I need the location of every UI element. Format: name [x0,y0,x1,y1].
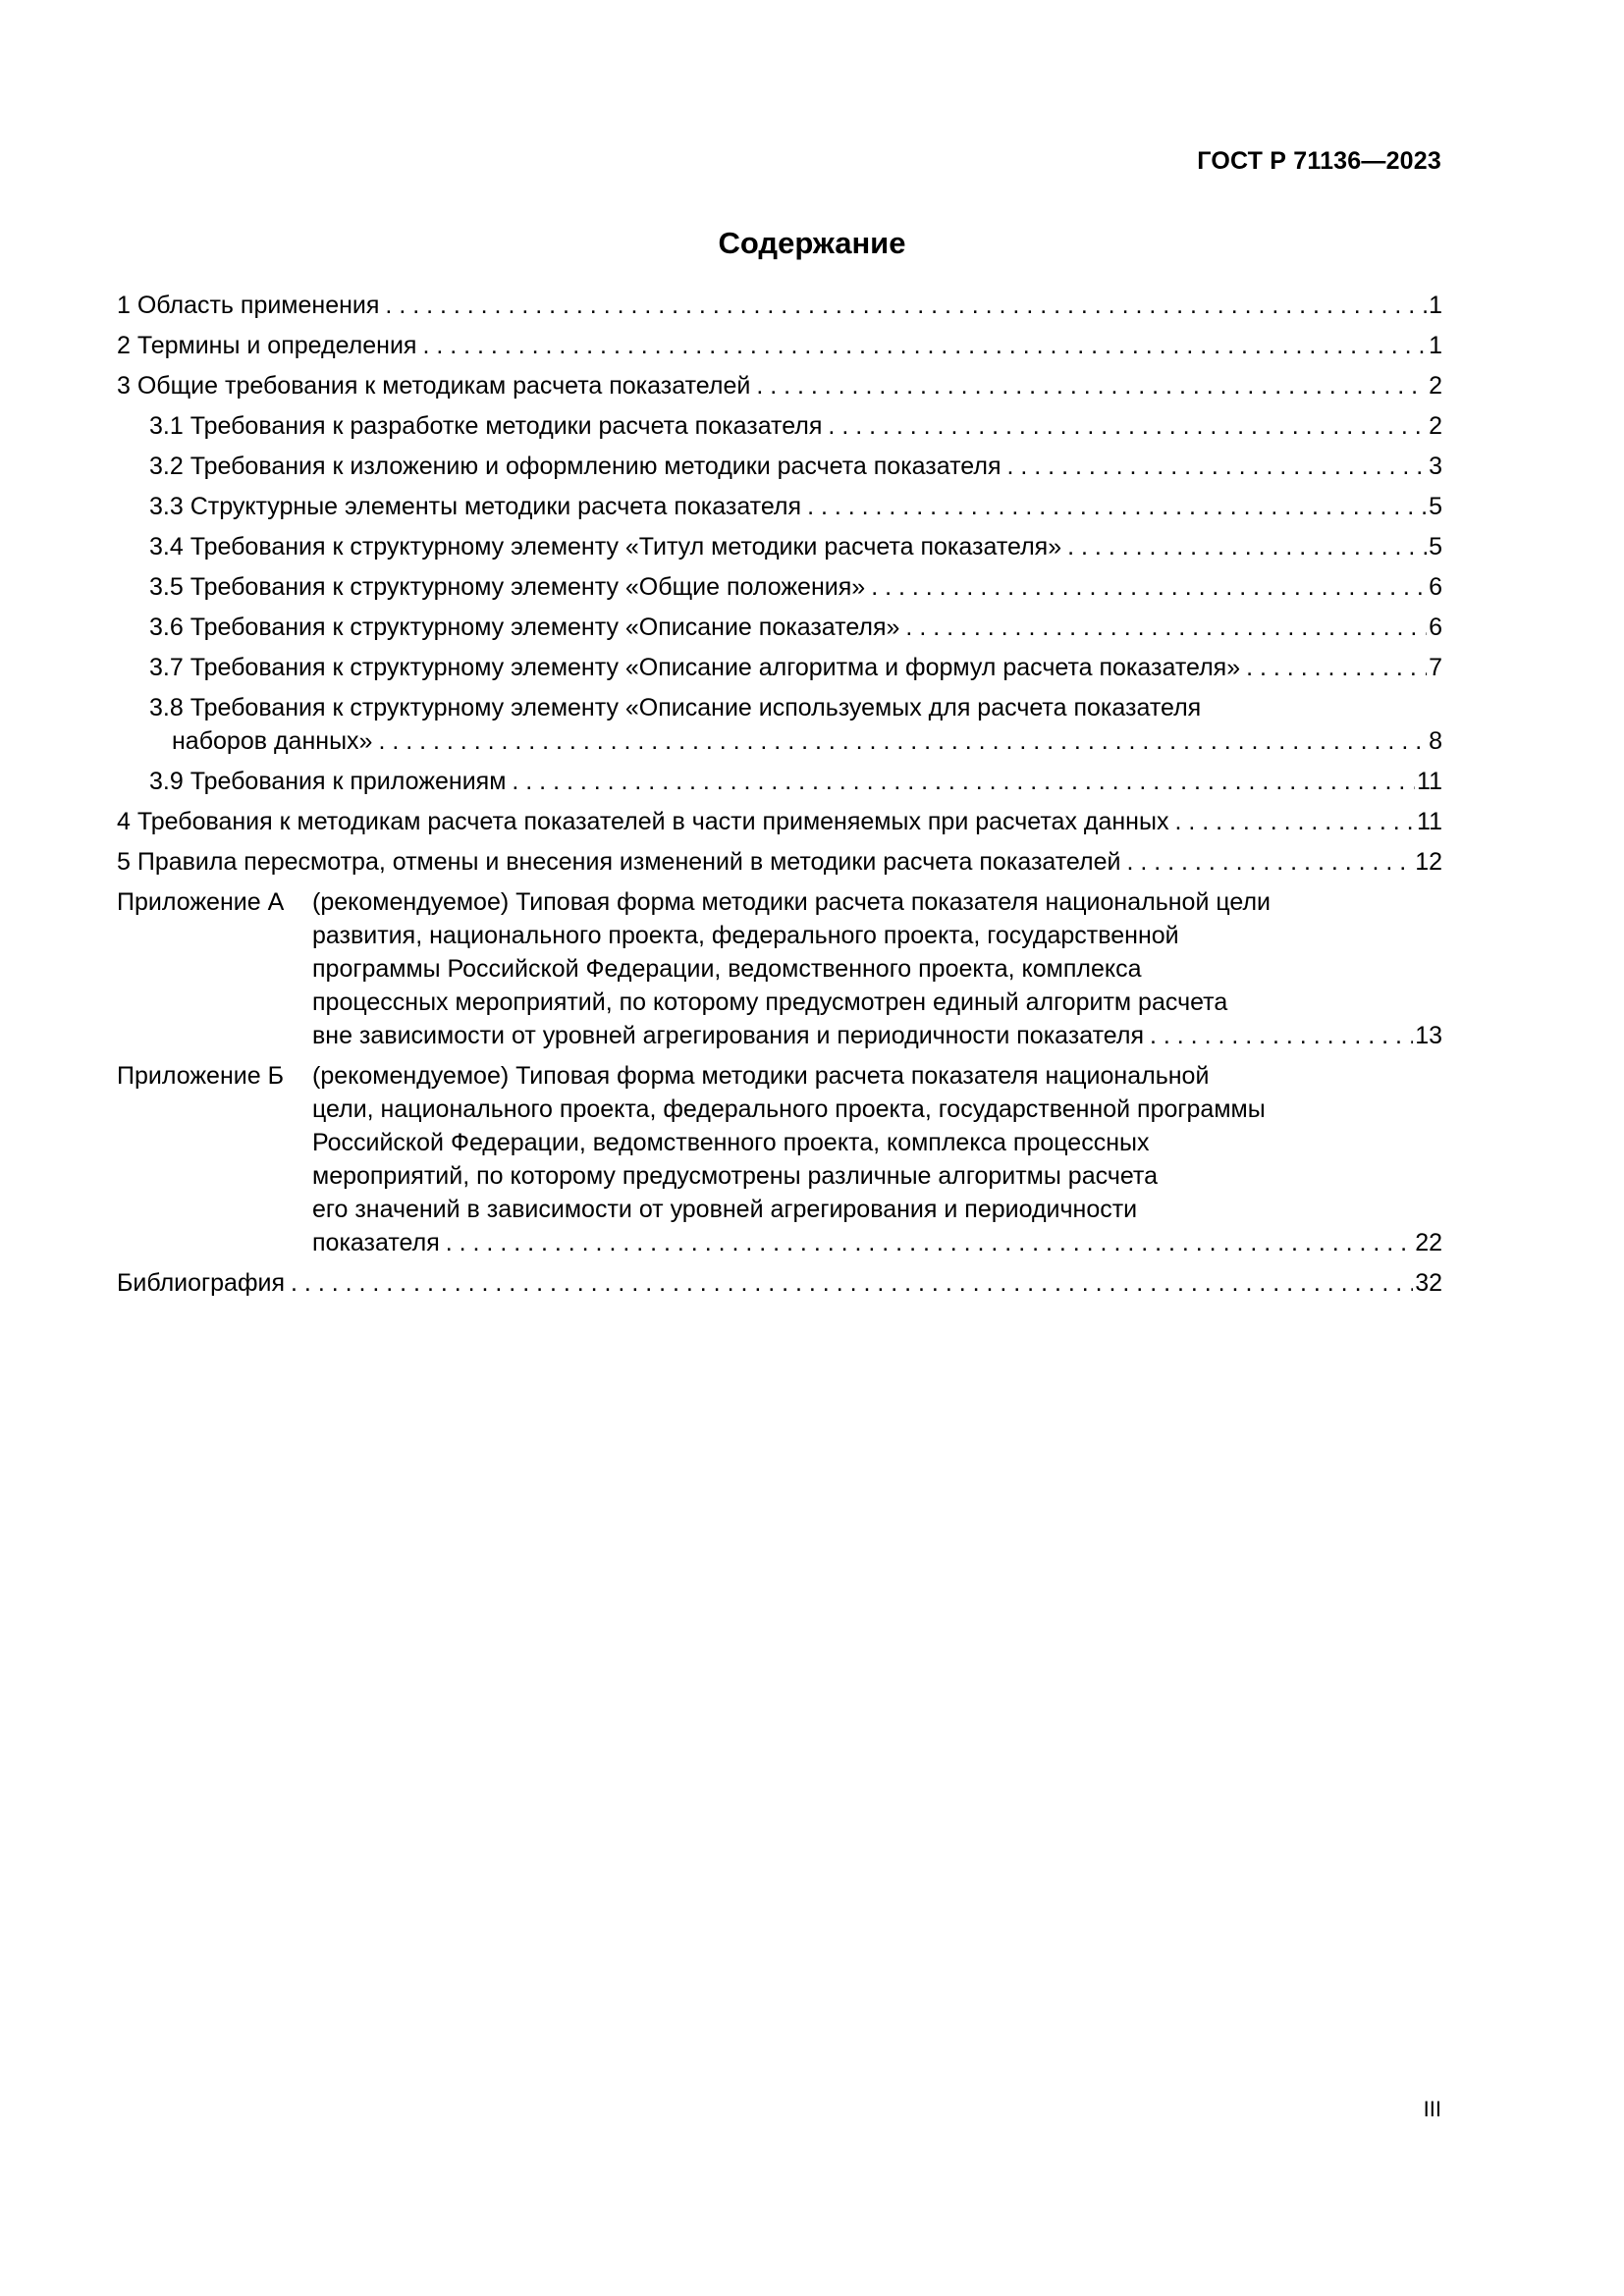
toc-page-number: 2 [1429,412,1442,440]
toc-entry-text: 3.1 Требования к разработке методики расчета показателя [149,412,823,440]
toc-entry-appendix-b[interactable] [117,1059,1442,1259]
toc-entry-3-8[interactable] [117,691,1442,758]
document-code: ГОСТ Р 71136—2023 [1197,147,1441,175]
toc-entry-text: 3.3 Структурные элементы методики расчета показателя [149,493,802,520]
appendix-text-line-5: вне зависимости от уровней агрегирования и периодичности показателя [312,1022,1144,1049]
appendix-text-line-1: (рекомендуемое) Типовая форма методики расчета показателя национальной цели [312,888,1272,916]
toc-entry-text: 3.2 Требования к изложению и оформлению методики расчета показателя [149,453,1001,480]
dot-leader [807,490,1427,523]
appendix-text-line-1: (рекомендуемое) Типовая форма методики расчета показателя национальной [312,1062,1210,1090]
toc-page-number: 5 [1429,493,1442,520]
toc-entry-3-1[interactable] [117,409,1442,443]
toc-entry-text: 1 Область применения [117,292,380,319]
toc-entry-1[interactable] [117,289,1442,322]
table-of-contents [117,289,1442,1307]
appendix-label: Приложение А [117,888,285,916]
toc-entry-4[interactable] [117,805,1442,838]
toc-entry-text: 2 Термины и определения [117,332,417,359]
toc-entry-3-6[interactable] [117,611,1442,644]
toc-entry-3-4[interactable] [117,530,1442,563]
toc-entry-text-line-1: 3.8 Требования к структурному элементу «Описание используемых для расчета показателя [149,694,1202,721]
dot-leader [828,409,1427,443]
toc-entry-3[interactable] [117,369,1442,402]
toc-entry-5[interactable] [117,845,1442,879]
dot-leader [1246,651,1427,684]
toc-entry-bibliography[interactable] [117,1266,1442,1300]
dot-leader [871,570,1427,604]
dot-leader [1067,530,1427,563]
toc-entry-appendix-a[interactable] [117,885,1442,1052]
appendix-label: Приложение Б [117,1062,284,1090]
dot-leader [422,329,1427,362]
toc-page-number: 22 [1415,1229,1442,1256]
toc-entry-text: 4 Требования к методикам расчета показателей в части применяемых при расчетах данных [117,808,1169,835]
toc-entry-text: 3.7 Требования к структурному элементу «Описание алгоритма и формул расчета показателя» [149,654,1241,681]
dot-leader [905,611,1427,644]
toc-entry-3-9[interactable] [117,765,1442,798]
toc-page-number: 12 [1415,848,1442,876]
appendix-text-line-3: Российской Федерации, ведомственного проекта, комплекса процессных [312,1129,1150,1156]
toc-entry-3-3[interactable] [117,490,1442,523]
appendix-text-line-6: показателя [312,1229,440,1256]
toc-page-number: 7 [1429,654,1442,681]
dot-leader [1007,450,1428,483]
appendix-text-line-2: развития, национального проекта, федерального проекта, государственной [312,922,1179,949]
dot-leader [385,289,1427,322]
toc-title: Содержание [718,226,906,260]
toc-entry-2[interactable] [117,329,1442,362]
appendix-text-line-2: цели, национального проекта, федерального проекта, государственной программы [312,1095,1266,1123]
dot-leader [1150,1019,1413,1052]
toc-page-number: 6 [1429,573,1442,601]
toc-entry-text: 3.6 Требования к структурному элементу «Описание показателя» [149,614,900,641]
toc-page-number: 13 [1415,1022,1442,1049]
toc-entry-3-2[interactable] [117,450,1442,483]
toc-page-number: 1 [1429,332,1442,359]
appendix-text-line-4: мероприятий, по которому предусмотрены различные алгоритмы расчета [312,1162,1158,1190]
toc-page-number: 32 [1415,1269,1442,1297]
toc-page-number: 8 [1429,727,1442,755]
dot-leader [512,765,1415,798]
toc-page-number: 1 [1429,292,1442,319]
dot-leader [378,724,1427,758]
toc-entry-text: 3.5 Требования к структурному элементу «Общие положения» [149,573,866,601]
appendix-text-line-3: программы Российской Федерации, ведомственного проекта, комплекса [312,955,1142,983]
appendix-text-line-4: процессных мероприятий, по которому предусмотрен единый алгоритм расчета [312,988,1228,1016]
toc-page-number: 6 [1429,614,1442,641]
dot-leader [291,1266,1413,1300]
toc-page-number: 5 [1429,533,1442,561]
page-number: III [1423,2097,1441,2121]
dot-leader [446,1226,1413,1259]
appendix-text-line-5: его значений в зависимости от уровней агрегирования и периодичности [312,1196,1138,1223]
toc-entry-text: 3.9 Требования к приложениям [149,768,507,795]
dot-leader [1174,805,1415,838]
dot-leader [756,369,1427,402]
toc-entry-text-line-2: наборов данных» [172,727,373,755]
toc-entry-3-7[interactable] [117,651,1442,684]
dot-leader [1126,845,1413,879]
toc-page-number: 2 [1429,372,1442,400]
toc-entry-text: 3 Общие требования к методикам расчета показателей [117,372,751,400]
toc-page-number: 11 [1417,768,1442,795]
toc-entry-3-5[interactable] [117,570,1442,604]
toc-page-number: 11 [1417,808,1442,835]
toc-entry-text: 3.4 Требования к структурному элементу «Титул методики расчета показателя» [149,533,1062,561]
toc-page-number: 3 [1429,453,1442,480]
toc-entry-text: Библиография [117,1269,286,1297]
toc-entry-text: 5 Правила пересмотра, отмены и внесения изменений в методики расчета показателей [117,848,1121,876]
